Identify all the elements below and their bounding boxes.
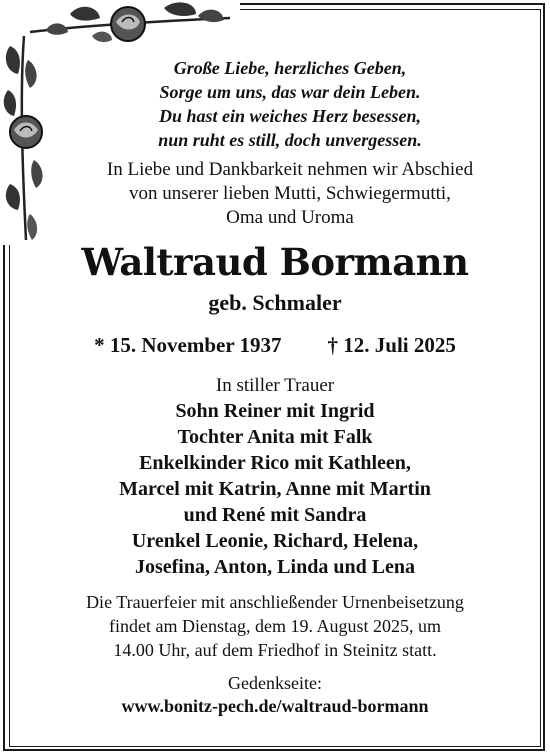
- obituary-content: [20, 56, 530, 718]
- mourner-line: Josefina, Anton, Linda und Lena: [134, 556, 416, 578]
- mourner-line: Tochter Anita mit Falk: [177, 426, 373, 448]
- funeral-info: [20, 590, 530, 662]
- mourner-line: Enkelkinder Rico mit Kathleen,: [139, 452, 411, 474]
- poem: [50, 56, 530, 152]
- mourners-heading: In stiller Trauer: [215, 375, 335, 396]
- poem-line: nun ruht es still, doch unvergessen.: [158, 130, 422, 150]
- intro-line: Oma und Uroma: [226, 207, 354, 228]
- memorial-heading: Gedenkseite:: [228, 673, 322, 693]
- funeral-line: Die Trauerfeier mit anschließender Urnenbeisetzung: [86, 592, 464, 612]
- life-dates: [20, 332, 530, 358]
- mourners-list: [20, 398, 530, 580]
- mourner-line: und René mit Sandra: [183, 504, 367, 526]
- funeral-line: 14.00 Uhr, auf dem Friedhof in Steinitz statt.: [113, 640, 437, 660]
- intro-text: [50, 158, 530, 230]
- deceased-name: Waltraud Bormann: [81, 240, 469, 284]
- mourner-line: Marcel mit Katrin, Anne mit Martin: [119, 478, 431, 500]
- birth-date: * 15. November 1937: [94, 333, 282, 357]
- mourner-line: Urenkel Leonie, Richard, Helena,: [131, 530, 419, 552]
- death-date: † 12. Juli 2025: [327, 333, 456, 357]
- memorial-url[interactable]: www.bonitz-pech.de/waltraud-bormann: [121, 696, 429, 716]
- poem-line: Du hast ein weiches Herz besessen,: [158, 106, 421, 126]
- intro-line: In Liebe und Dankbarkeit nehmen wir Abschied: [106, 159, 474, 180]
- poem-line: Sorge um uns, das war dein Leben.: [159, 82, 421, 102]
- intro-line: von unserer lieben Mutti, Schwiegermutti,: [129, 183, 451, 204]
- birth-name: geb. Schmaler: [208, 290, 342, 315]
- mourner-line: Sohn Reiner mit Ingrid: [175, 400, 375, 422]
- poem-line: Große Liebe, herzliches Geben,: [173, 58, 407, 78]
- funeral-line: findet am Dienstag, dem 19. August 2025, um: [109, 616, 441, 636]
